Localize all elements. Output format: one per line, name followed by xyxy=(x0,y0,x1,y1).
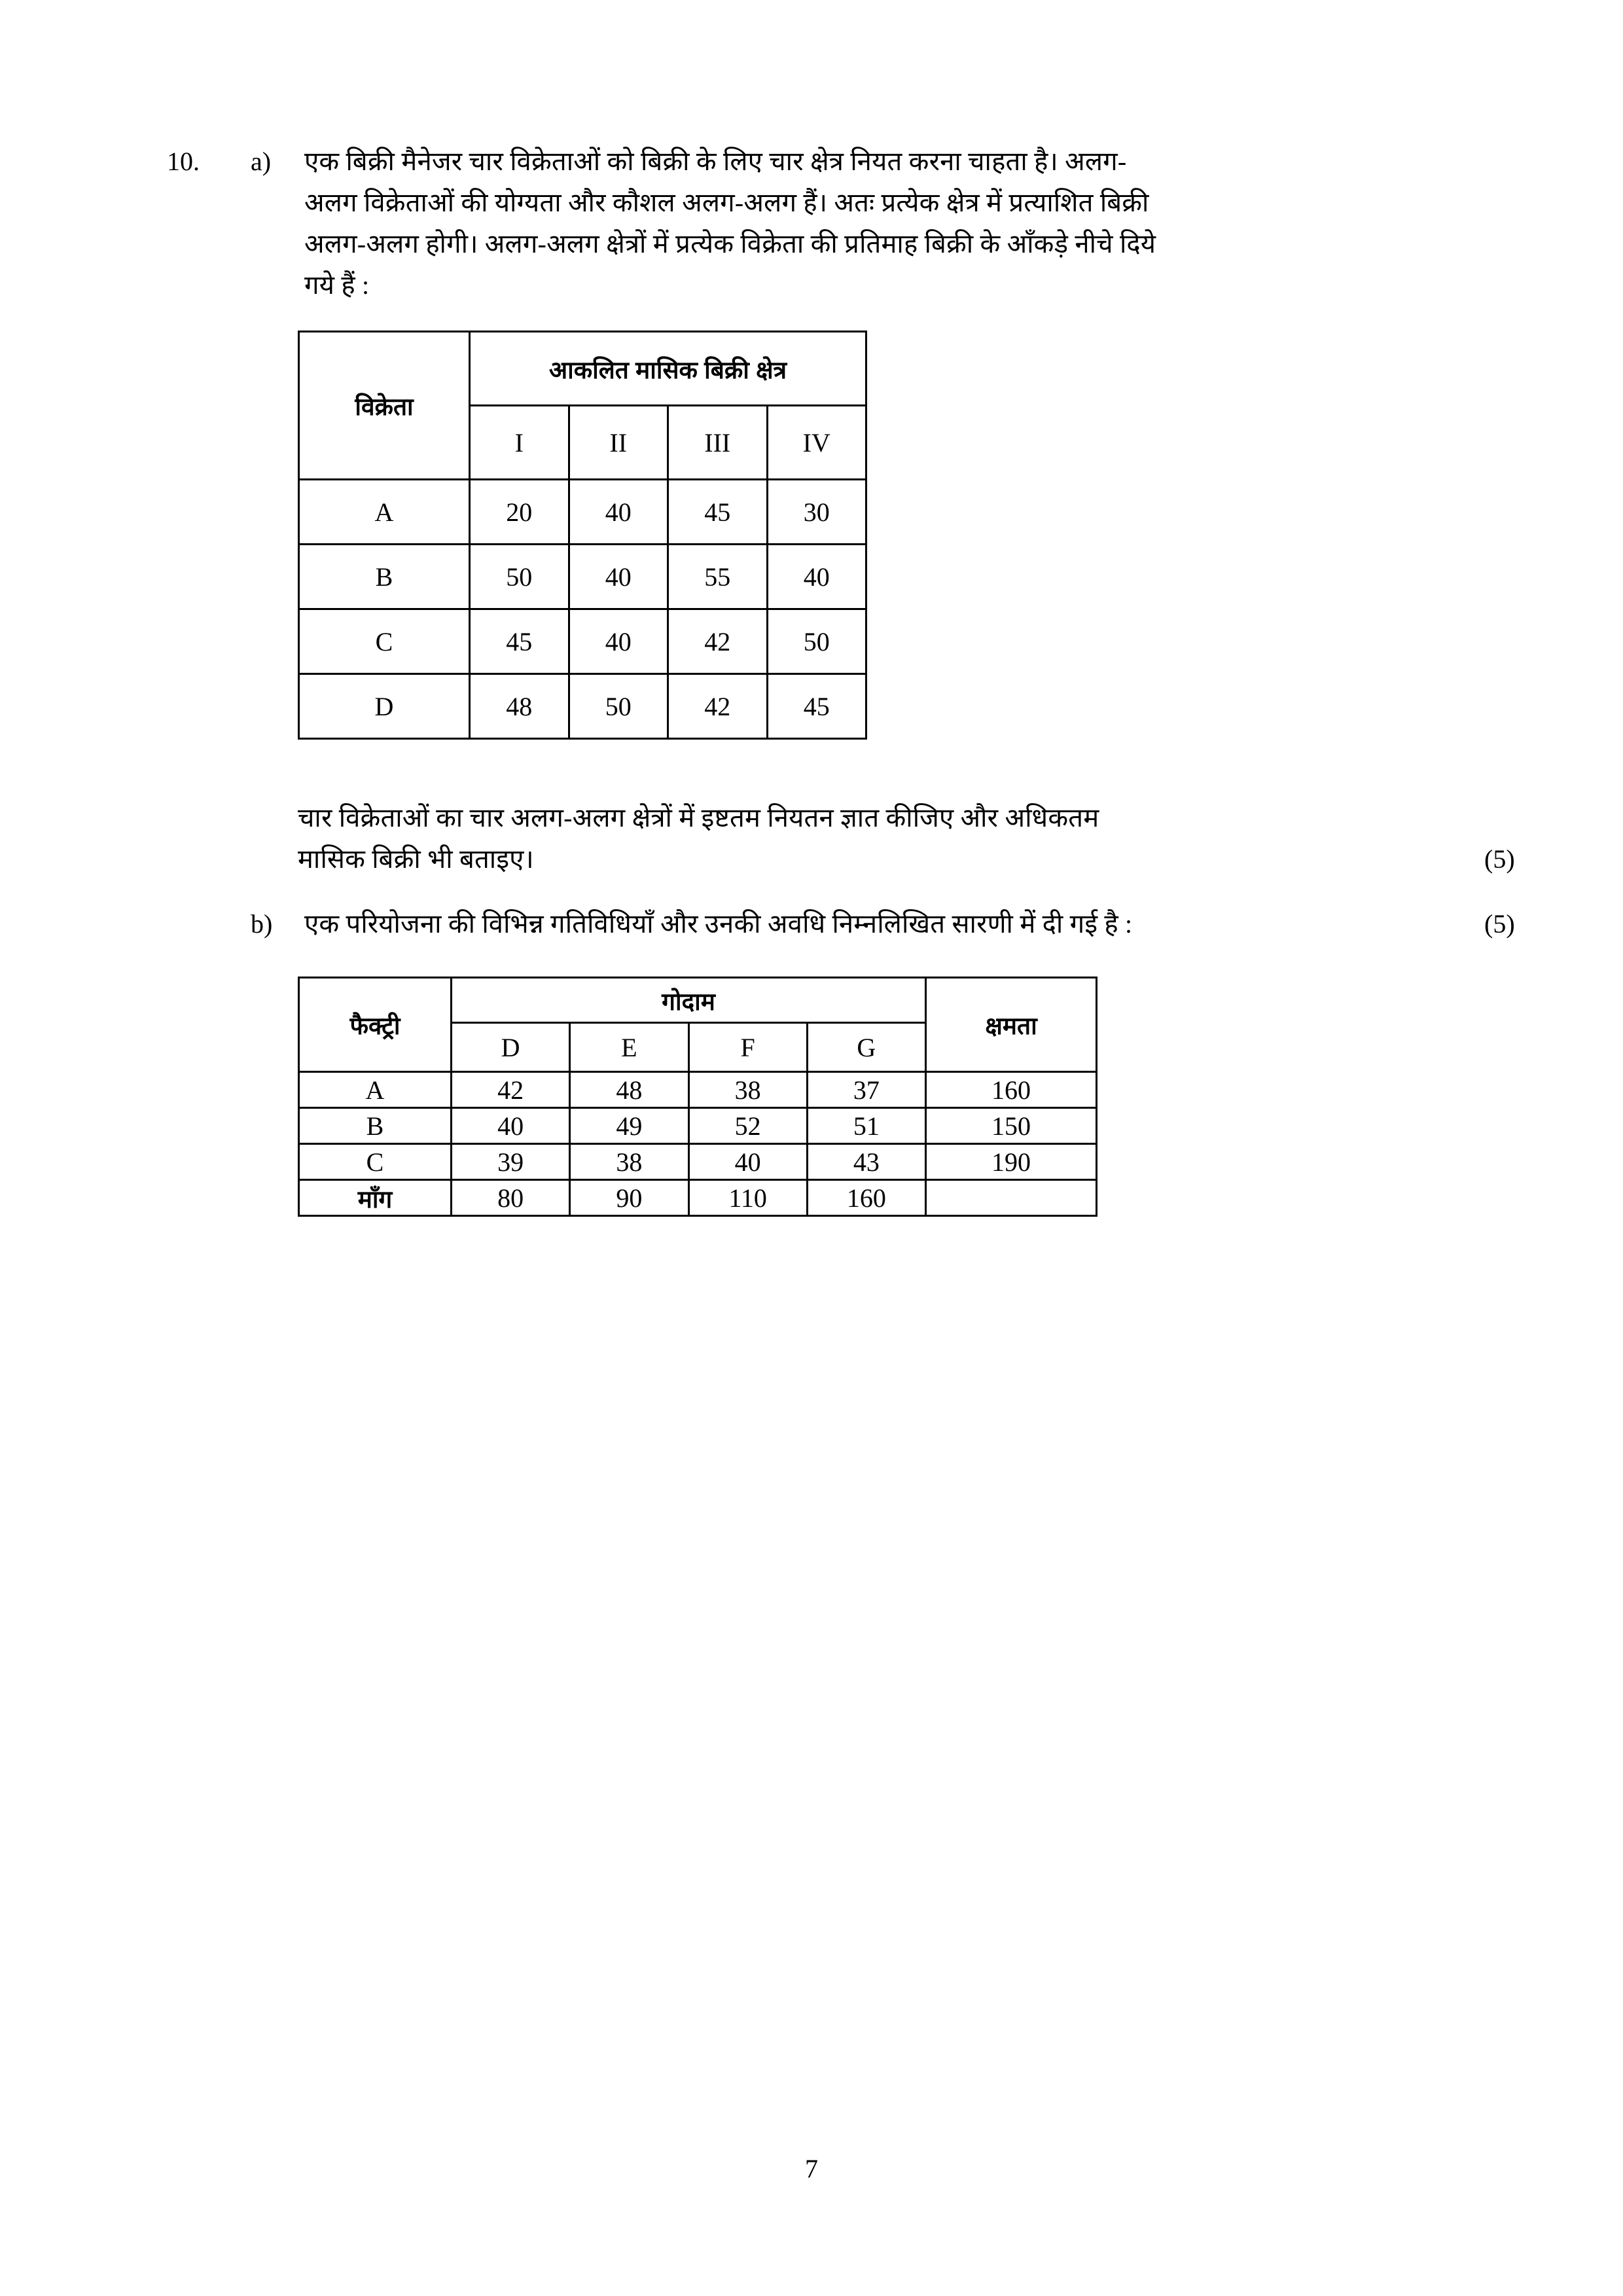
table-row xyxy=(299,1144,1097,1180)
part-a-followup-line-1: चार विक्रेताओं का चार अलग-अलग क्षेत्रों में इष्टतम नियतन ज्ञात कीजिए और अधिकतम xyxy=(298,803,1099,833)
cost-a-e: 48 xyxy=(570,1072,688,1108)
part-letter-a: a) xyxy=(251,147,272,176)
assignment-sales-table xyxy=(298,331,867,740)
cell-c-1: 45 xyxy=(470,609,569,674)
cost-a-d: 42 xyxy=(452,1072,570,1108)
table-row-demand xyxy=(299,1180,1097,1216)
header-area-2: II xyxy=(569,406,668,480)
factory-label-b: B xyxy=(299,1108,452,1144)
row-label-c: C xyxy=(299,609,470,674)
table-row xyxy=(299,609,866,674)
header-area-4: IV xyxy=(767,406,866,480)
header-warehouse-d: D xyxy=(452,1023,570,1072)
cell-b-1: 50 xyxy=(470,545,569,609)
cell-c-3: 42 xyxy=(668,609,768,674)
factory-label-a: A xyxy=(299,1072,452,1108)
header-factory-label: फैक्ट्री xyxy=(349,1013,401,1039)
part-a-line-2: अलग विक्रेताओं की योग्यता और कौशल अलग-अलग हैं। अतः प्रत्येक क्षेत्र में प्रत्याशित बिक्री xyxy=(304,188,1149,217)
header-salesman xyxy=(299,332,470,480)
header-factory xyxy=(299,978,452,1072)
table-row xyxy=(299,480,866,545)
demand-label-text: माँग xyxy=(357,1185,393,1213)
header-warehouse-label: गोदाम xyxy=(662,988,715,1015)
demand-label xyxy=(299,1180,452,1216)
table-header-row-1 xyxy=(299,332,866,406)
cost-b-d: 40 xyxy=(452,1108,570,1144)
header-capacity xyxy=(926,978,1097,1072)
transportation-table xyxy=(298,977,1097,1217)
part-a-followup-line-2: मासिक बिक्री भी बताइए। xyxy=(298,844,534,874)
cost-a-g: 37 xyxy=(807,1072,925,1108)
question-number: 10. xyxy=(167,147,200,176)
cost-c-d: 39 xyxy=(452,1144,570,1180)
cell-c-2: 40 xyxy=(569,609,668,674)
table-row xyxy=(299,674,866,739)
question-10-part-b xyxy=(251,903,1494,944)
header-warehouse-g: G xyxy=(807,1023,925,1072)
demand-g: 160 xyxy=(807,1180,925,1216)
header-area-1: I xyxy=(470,406,569,480)
marks-part-a: (5) xyxy=(1484,844,1515,874)
cell-d-1: 48 xyxy=(470,674,569,739)
cell-a-1: 20 xyxy=(470,480,569,545)
cost-a-f: 38 xyxy=(688,1072,807,1108)
row-label-a: A xyxy=(299,480,470,545)
header-warehouse-e: E xyxy=(570,1023,688,1072)
header-warehouse-f: F xyxy=(688,1023,807,1072)
capacity-c: 190 xyxy=(926,1144,1097,1180)
header-warehouse xyxy=(452,978,926,1023)
part-a-line-4: गये हैं : xyxy=(304,270,370,300)
cell-c-4: 50 xyxy=(767,609,866,674)
table-row xyxy=(299,1072,1097,1108)
header-capacity-label: क्षमता xyxy=(985,1013,1037,1039)
part-a-line-1: एक बिक्री मैनेजर चार विक्रेताओं को बिक्री के लिए चार क्षेत्र नियत करना चाहता है। अलग- xyxy=(304,147,1127,176)
cell-a-4: 30 xyxy=(767,480,866,545)
table-header-row-1 xyxy=(299,978,1097,1023)
cell-b-3: 55 xyxy=(668,545,768,609)
cell-d-4: 45 xyxy=(767,674,866,739)
cost-c-g: 43 xyxy=(807,1144,925,1180)
row-label-d: D xyxy=(299,674,470,739)
table-row xyxy=(299,1108,1097,1144)
header-estimated-monthly-sales-area xyxy=(470,332,866,406)
part-a-followup xyxy=(298,797,1476,880)
cell-a-3: 45 xyxy=(668,480,768,545)
part-a-line-3: अलग-अलग होगी। अलग-अलग क्षेत्रों में प्रत्येक विक्रेता की प्रतिमाह बिक्री के आँकड़े नीचे दिये xyxy=(304,229,1156,259)
cost-b-g: 51 xyxy=(807,1108,925,1144)
demand-e: 90 xyxy=(570,1180,688,1216)
table-row xyxy=(299,545,866,609)
marks-part-b: (5) xyxy=(1484,909,1515,939)
header-area-3: III xyxy=(668,406,768,480)
cell-a-2: 40 xyxy=(569,480,668,545)
cell-d-2: 50 xyxy=(569,674,668,739)
question-10-part-a xyxy=(167,141,1469,306)
demand-capacity-empty xyxy=(926,1180,1097,1216)
header-group-label: आकलित मासिक बिक्री क्षेत्र xyxy=(548,356,787,384)
part-b-line-1: एक परियोजना की विभिन्न गतिविधियाँ और उनकी अवधि निम्नलिखित सारणी में दी गई है : xyxy=(304,909,1133,939)
cost-b-f: 52 xyxy=(688,1108,807,1144)
cost-c-e: 38 xyxy=(570,1144,688,1180)
capacity-a: 160 xyxy=(926,1072,1097,1108)
cell-d-3: 42 xyxy=(668,674,768,739)
capacity-b: 150 xyxy=(926,1108,1097,1144)
factory-label-c: C xyxy=(299,1144,452,1180)
part-letter-b: b) xyxy=(251,909,273,939)
part-a-body xyxy=(304,141,1469,306)
cost-c-f: 40 xyxy=(688,1144,807,1180)
cost-b-e: 49 xyxy=(570,1108,688,1144)
row-label-b: B xyxy=(299,545,470,609)
cell-b-4: 40 xyxy=(767,545,866,609)
cell-b-2: 40 xyxy=(569,545,668,609)
demand-d: 80 xyxy=(452,1180,570,1216)
page-number: 7 xyxy=(805,2154,818,2183)
header-salesman-label: विक्रेता xyxy=(355,393,414,420)
part-b-body xyxy=(304,903,1494,944)
demand-f: 110 xyxy=(688,1180,807,1216)
